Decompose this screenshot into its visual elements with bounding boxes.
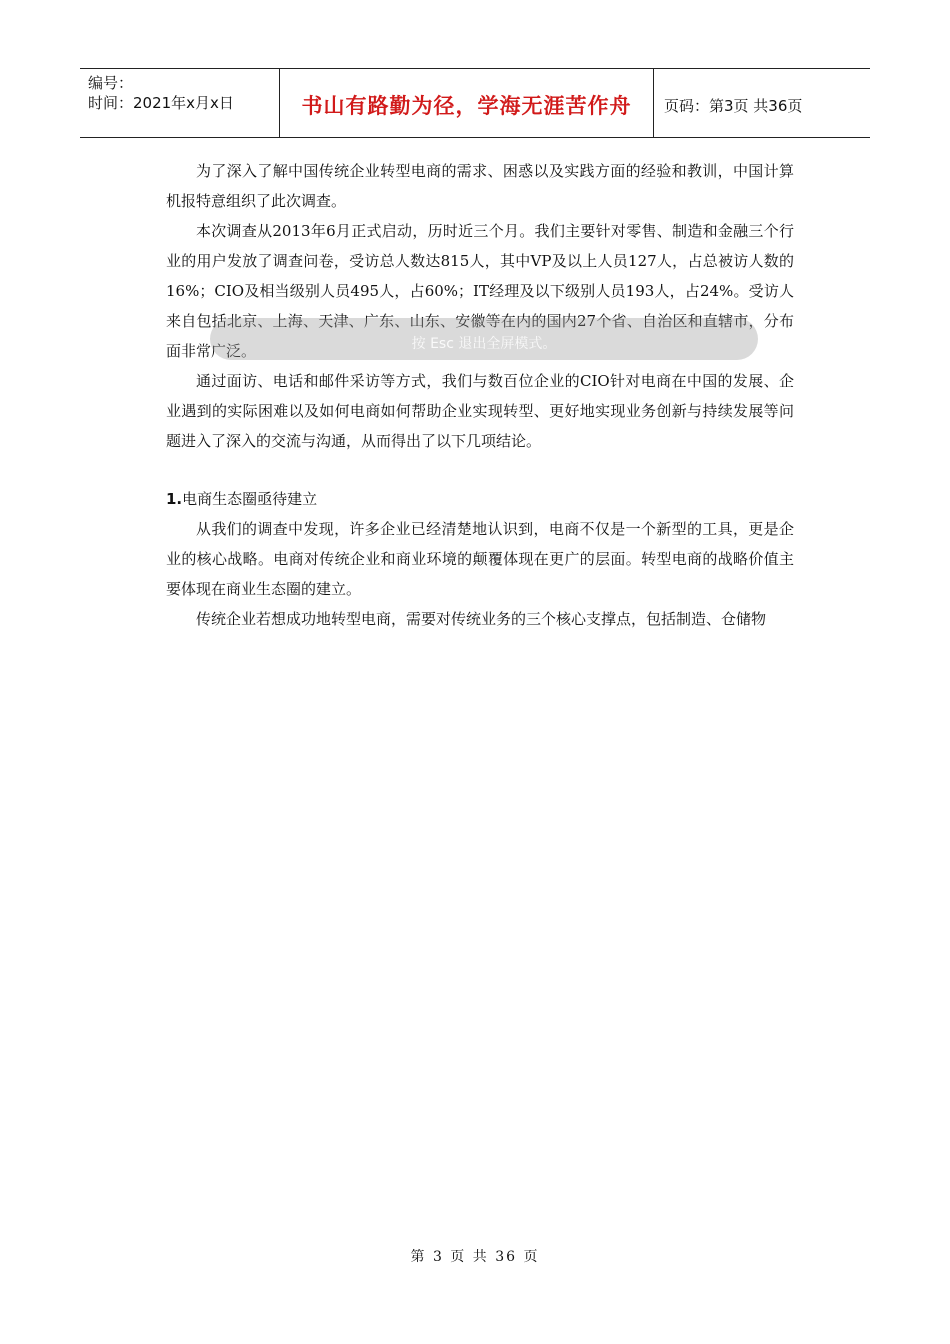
date-label: 时间：2021年x月x日	[88, 94, 234, 112]
section-title: 电商生态圈亟待建立	[182, 490, 318, 508]
document-body	[166, 156, 794, 634]
paragraph-survey: 本次调查从2013年6月正式启动，历时近三个月。我们主要针对零售、制造和金融三个行业的用户发放了调查问卷，受访总人数达815人，其中VP及以上人员127人，占总被访人数的16%；CIO及相当级别人员495人，占60%；IT经理及以下级别人员193人，占24%。受访人来自包括北京、上海、天津、广东、山东、安徽等在内的国内27个省、自治区和直辖市，分布面非常广泛。	[166, 222, 794, 360]
page-footer: 第 3 页 共 36 页	[410, 1249, 540, 1265]
section-paragraph: 从我们的调查中发现，许多企业已经清楚地认识到，电商不仅是一个新型的工具，更是企业的核心战略。电商对传统企业和商业环境的颠覆体现在更广的层面。转型电商的战略价值主要体现在商业生态圈的建立。	[166, 520, 794, 598]
section-number: 1.	[166, 490, 183, 508]
section-paragraph: 传统企业若想成功地转型电商，需要对传统业务的三个核心支撑点，包括制造、仓储物	[196, 610, 767, 628]
paragraph-intro: 为了深入了解中国传统企业转型电商的需求、困惑以及实践方面的经验和教训，中国计算机报特意组织了此次调查。	[166, 162, 794, 210]
number-label: 编号：	[88, 74, 134, 92]
header-meta	[80, 69, 280, 137]
fullscreen-exit-hint: 按 Esc 退出全屏模式。	[210, 318, 758, 360]
page-header	[80, 68, 870, 138]
header-motto: 书山有路勤为径，学海无涯苦作舟	[280, 69, 654, 137]
paragraph-method: 通过面访、电话和邮件采访等方式，我们与数百位企业的CIO针对电商在中国的发展、企业遇到的实际困难以及如何电商如何帮助企业实现转型、更好地实现业务创新与持续发展等问题进入了深入的交流与沟通，从而得出了以下几项结论。	[166, 372, 794, 450]
section-heading	[166, 484, 794, 514]
header-page-info: 页码：第3页 共36页	[664, 96, 803, 115]
